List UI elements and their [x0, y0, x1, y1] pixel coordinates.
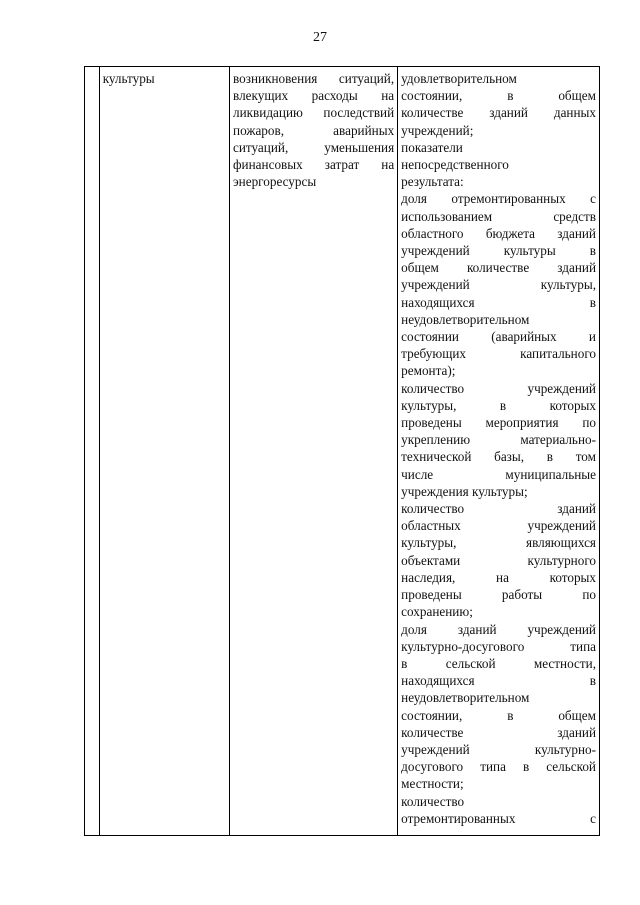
- indicators-cell: [398, 67, 600, 836]
- text-line: пожаров, аварийных: [233, 122, 395, 138]
- table-row: [85, 67, 600, 836]
- text-line: неудовлетворительном: [401, 690, 530, 706]
- text-line: учреждения культуры;: [401, 483, 528, 499]
- page-number: 27: [313, 30, 327, 45]
- text-line: состоянии, в общем: [401, 707, 596, 723]
- text-line: культуры: [102, 71, 155, 86]
- text-line: удовлетворительном: [401, 71, 517, 86]
- text-line: возникновения ситуаций,: [233, 71, 395, 86]
- text-line: показатели: [401, 139, 463, 155]
- text-line: учреждений культуры в: [401, 243, 596, 259]
- text-line: отремонтированных с: [401, 810, 596, 826]
- text-line: непосредственного: [401, 157, 509, 173]
- text-line: общем количестве зданий: [401, 260, 596, 276]
- text-line: досугового типа в сельской: [401, 759, 596, 775]
- text-line: учреждений культуры,: [401, 277, 596, 293]
- text-line: объектами культурного: [401, 552, 596, 568]
- text-line: областного бюджета зданий: [401, 225, 596, 241]
- text-line: энергоресурсы: [233, 174, 317, 190]
- text-line: находящихся в: [401, 294, 596, 310]
- goals-cell: [230, 67, 398, 836]
- row-number-cell: [85, 67, 100, 836]
- text-line: культуры, являющихся: [401, 535, 596, 551]
- text-line: ремонта);: [401, 363, 456, 379]
- text-line: количество зданий: [401, 501, 596, 517]
- text-line: использованием средств: [401, 208, 596, 224]
- text-line: состоянии, в общем: [401, 88, 596, 104]
- text-line: культурно-досугового типа: [401, 638, 596, 654]
- text-line: состоянии (аварийных и: [401, 329, 596, 345]
- text-line: ликвидацию последствий: [233, 105, 395, 121]
- text-line: технической базы, в том: [401, 449, 596, 465]
- text-line: неудовлетворительном: [401, 311, 530, 327]
- text-line: результата:: [401, 174, 464, 190]
- text-line: количество учреждений: [401, 380, 596, 396]
- text-line: количестве зданий: [401, 724, 596, 740]
- text-line: местности;: [401, 776, 464, 792]
- text-line: требующих капитального: [401, 346, 596, 362]
- text-line: наследия, на которых: [401, 569, 596, 585]
- text-line: финансовых затрат на: [233, 157, 395, 173]
- text-line: учреждений культурно-: [401, 741, 596, 757]
- text-line: культуры, в которых: [401, 397, 596, 413]
- text-line: проведены мероприятия по: [401, 415, 596, 431]
- text-line: влекущих расходы на: [233, 88, 395, 104]
- text-line: областных учреждений: [401, 518, 596, 534]
- text-line: количестве зданий данных: [401, 105, 596, 121]
- text-line: количество: [401, 793, 465, 809]
- text-line: укреплению материально-: [401, 432, 596, 448]
- text-line: доля отремонтированных с: [401, 191, 596, 207]
- text-line: находящихся в: [401, 673, 596, 689]
- text-line: доля зданий учреждений: [401, 621, 596, 637]
- document-table: [84, 66, 600, 836]
- text-line: числе муниципальные: [401, 466, 596, 482]
- text-line: в сельской местности,: [401, 655, 596, 671]
- text-line: проведены работы по: [401, 587, 596, 603]
- text-line: учреждений;: [401, 122, 474, 138]
- text-line: ситуаций, уменьшения: [233, 139, 395, 155]
- text-line: сохранению;: [401, 604, 473, 620]
- program-name-cell: [99, 67, 229, 836]
